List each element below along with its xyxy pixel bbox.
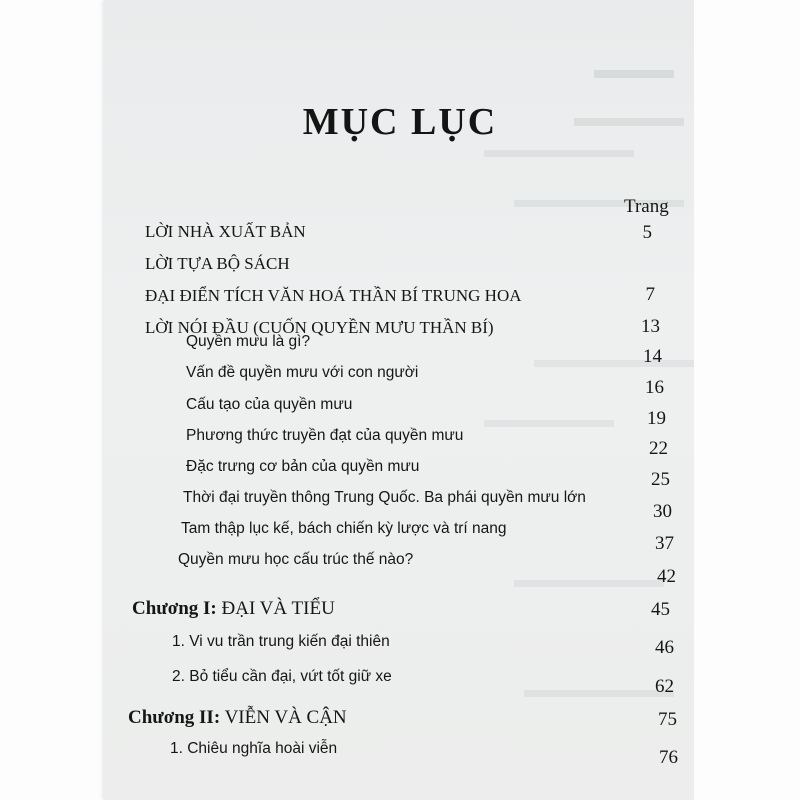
chapter-title: VIỄN VÀ CẬN (220, 707, 347, 728)
toc-subentry: Đặc trưng cơ bản của quyền mưu (186, 458, 420, 475)
chapter-prefix: Chương II: (128, 707, 221, 728)
toc-entry-page: 16 (645, 377, 664, 398)
toc-subentry: Vấn đề quyền mưu với con người (186, 364, 419, 381)
toc-entry-page: 62 (655, 676, 674, 697)
toc-entry-page: 42 (657, 566, 676, 587)
toc-subentry: Quyền mưu học cấu trúc thế nào? (178, 551, 414, 568)
toc-entry-page: 76 (659, 747, 678, 768)
toc-entry-page: 7 (645, 284, 655, 305)
toc-chapter-page: 75 (658, 709, 677, 730)
toc-entry-page: 30 (653, 501, 672, 522)
toc-chapter-heading (132, 598, 335, 620)
toc-entry-page: 13 (641, 316, 660, 337)
toc-subentry: Phương thức truyền đạt của quyền mưu (186, 427, 464, 444)
toc-chapter-item: 1. Chiêu nghĩa hoài viễn (170, 740, 338, 757)
toc-chapter-item: 2. Bỏ tiểu cần đại, vứt tốt giữ xe (172, 668, 392, 685)
chapter-prefix: Chương I: (132, 598, 217, 619)
toc-entry-page: 5 (642, 222, 652, 243)
toc-entry: LỜI TỰA BỘ SÁCH (145, 254, 290, 273)
toc-entry-page: 14 (643, 346, 662, 367)
toc-entry-page: 25 (651, 469, 670, 490)
toc-chapter-page: 45 (651, 599, 670, 620)
toc-entry: ĐẠI ĐIỂN TÍCH VĂN HOÁ THẦN BÍ TRUNG HOA (145, 286, 522, 305)
toc-entry-page: 46 (655, 637, 674, 658)
toc-subentry: Cấu tạo của quyền mưu (186, 396, 353, 413)
toc-entry-page: 37 (655, 533, 674, 554)
toc-subentry: Tam thập lục kế, bách chiến kỳ lược và trí nang (181, 520, 507, 537)
page-column-header: Trang (624, 196, 669, 217)
toc-chapter-item: 1. Vi vu trần trung kiến đại thiên (172, 633, 390, 650)
toc-subentry: Thời đại truyền thông Trung Quốc. Ba phái quyền mưu lớn (183, 489, 586, 506)
toc-subentry: Quyền mưu là gì? (186, 333, 311, 350)
toc-entry: LỜI NÓI ĐẦU (CUỐN QUYỀN MƯU THẦN BÍ) (145, 318, 494, 337)
toc-entry-page: 22 (649, 438, 668, 459)
toc-chapter-heading (128, 707, 347, 729)
page-title: MỤC LỤC (302, 101, 498, 143)
toc-entry-page: 19 (647, 408, 666, 429)
chapter-title: ĐẠI VÀ TIỂU (216, 598, 335, 619)
toc-entry: LỜI NHÀ XUẤT BẢN (145, 222, 306, 241)
